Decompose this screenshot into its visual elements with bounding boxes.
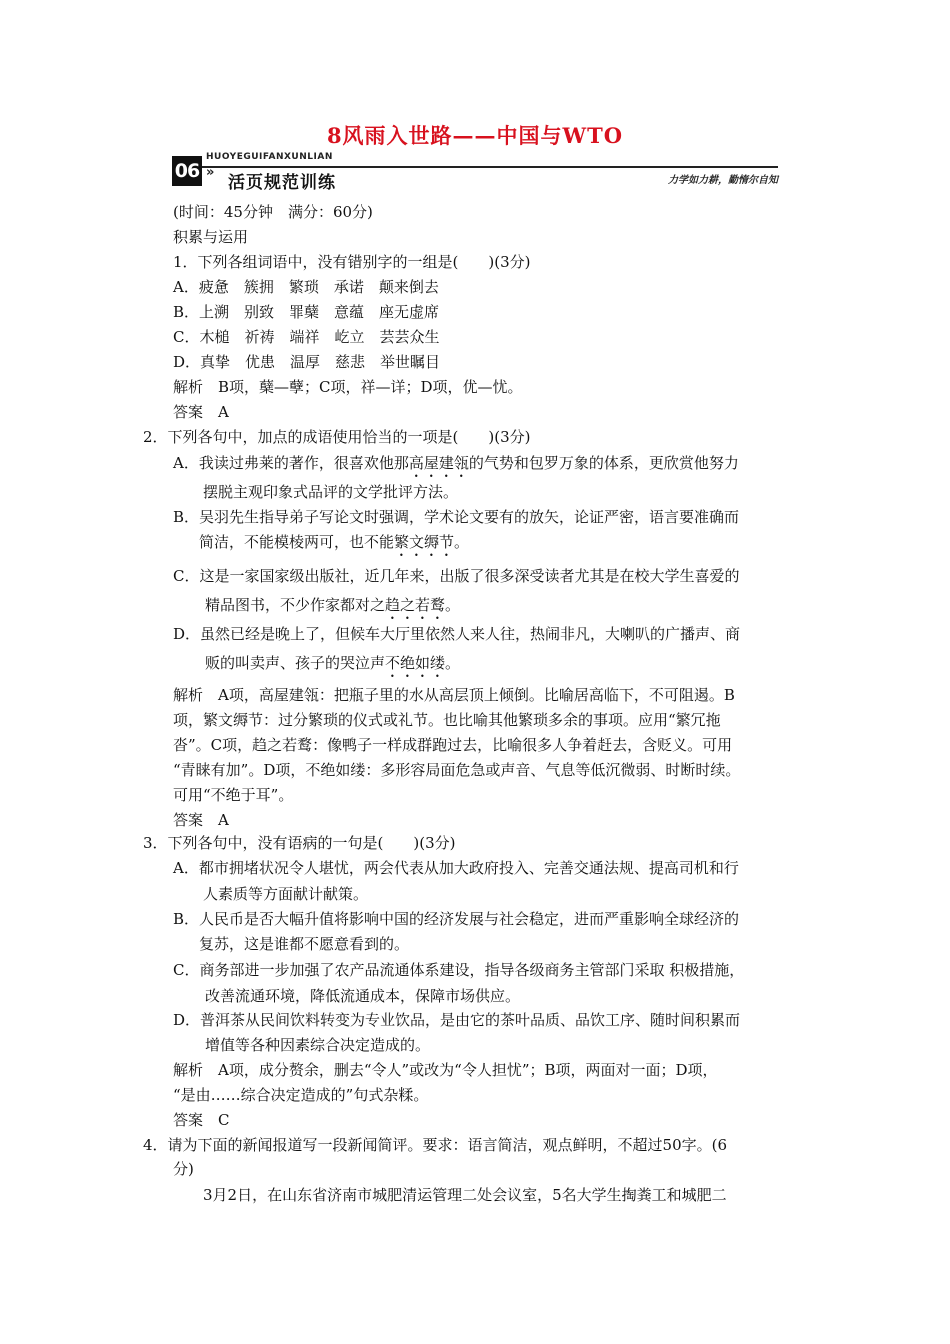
emphasized-idiom: 趋之若鹜: [385, 596, 446, 614]
text-line: 增值等各种因素综合决定造成的。: [205, 1036, 431, 1054]
emphasized-idiom: 繁文缛节: [394, 533, 455, 551]
text-line: 解析 A项，高屋建瓴：把瓶子里的水从高层顶上倾倒。比喻居高临下，不可阻遏。B: [173, 686, 735, 704]
text-line: 贩的叫卖声、孩子的哭泣声不绝如缕。: [205, 654, 461, 672]
text-line: 简洁，不能模棱两可，也不能繁文缛节。: [199, 533, 470, 551]
text-line: 积累与运用: [173, 228, 249, 246]
text-line: A．都市拥堵状况令人堪忧，两会代表从加大政府投入、完善交通法规、提高司机和行: [173, 859, 739, 877]
text-line: 3．下列各句中，没有语病的一句是( )(3分): [143, 834, 456, 852]
text-line: 解析 B项，蘖—孽；C项，祥—详；D项，优—忧。: [173, 378, 523, 396]
text-line: “是由……综合决定造成的”句式杂糅。: [173, 1086, 429, 1104]
text-line: A．疲惫 簇拥 繁琐 承诺 颠来倒去: [173, 278, 439, 296]
text-line: D．真挚 优患 温厚 慈悲 举世瞩目: [173, 353, 441, 371]
text-line: 答案 A: [173, 403, 229, 421]
text-line: C．木槌 祈祷 端祥 屹立 芸芸众生: [173, 328, 440, 346]
text-line: C．这是一家国家级出版社，近几年来，出版了很多深受读者尤其是在校大学生喜爱的: [173, 567, 740, 585]
text-line: A．我读过弗莱的著作，很喜欢他那高屋建瓴的气势和包罗万象的体系，更欣赏他努力: [173, 454, 739, 472]
text-line: 改善流通环境，降低流通成本，保障市场供应。: [205, 987, 521, 1005]
emphasized-idiom: 高屋建瓴: [408, 454, 469, 472]
text-line: 答案 C: [173, 1111, 230, 1129]
text-line: D．虽然已经是晚上了，但候车大厅里依然人来人往，热闹非凡，大喇叭的广播声、商: [173, 625, 741, 643]
text-line: B．上溯 别致 罪蘖 意蕴 座无虚席: [173, 303, 440, 321]
text-line: 项，繁文缛节：过分繁琐的仪式或礼节。也比喻其他繁琐多余的事项。应用“繁冗拖: [173, 711, 721, 729]
chevron-icon: »: [206, 165, 215, 180]
text-line: 解析 A项，成分赘余，删去“令人”或改为“令人担忧”；B项，两面对一面；D项，: [173, 1061, 718, 1079]
banner-pinyin: HUOYEGUIFANXUNLIAN: [206, 152, 333, 162]
text-line: B．吴羽先生指导弟子写论文时强调，学术论文要有的放矢，论证严密，语言要准确而: [173, 508, 740, 526]
text-line: 2．下列各句中，加点的成语使用恰当的一项是( )(3分): [143, 428, 531, 446]
text-line: 1．下列各组词语中，没有错别字的一组是( )(3分): [173, 253, 531, 271]
text-line: (时间：45分钟 满分：60分): [173, 203, 373, 221]
banner-badge: 06: [172, 156, 202, 186]
banner-motto: 力学如力耕，勤惰尔自知: [668, 175, 778, 186]
text-line: B．人民币是否大幅升值将影响中国的经济发展与社会稳定，进而严重影响全球经济的: [173, 910, 740, 928]
text-line: 摆脱主观印象式品评的文学批评方法。: [203, 483, 459, 501]
text-line: 人素质等方面献计献策。: [203, 885, 369, 903]
text-line: 分): [173, 1160, 194, 1178]
text-line: 答案 A: [173, 811, 229, 829]
text-line: 沓”。C项，趋之若鹜：像鸭子一样成群跑过去，比喻很多人争着赶去，含贬义。可用: [173, 736, 733, 754]
text-line: “青睐有加”。D项，不绝如缕：多形容局面危急或声音、气息等低沉微弱、时断时续。: [173, 761, 741, 779]
text-line: C．商务部进一步加强了农产品流通体系建设，指导各级商务主管部门采取 积极措施，: [173, 961, 745, 979]
section-banner: [172, 152, 778, 193]
text-line: D．普洱茶从民间饮料转变为专业饮品，是由它的茶叶品质、品饮工序、随时间积累而: [173, 1011, 741, 1029]
banner-label: 活页规范训练: [228, 173, 336, 193]
text-line: 复苏，这是谁都不愿意看到的。: [199, 935, 410, 953]
text-line: 3月2日，在山东省济南市城肥清运管理二处会议室，5名大学生掏粪工和城肥二: [203, 1186, 727, 1204]
text-line: 可用“不绝于耳”。: [173, 786, 294, 804]
emphasized-idiom: 不绝如缕: [385, 654, 446, 672]
text-line: 4．请为下面的新闻报道写一段新闻简评。要求：语言简洁，观点鲜明，不超过50字。(6: [143, 1136, 728, 1154]
text-line: 精品图书，不少作家都对之趋之若鹜。: [205, 596, 461, 614]
page-title: 8风雨入世路——中国与WTO: [326, 123, 624, 148]
